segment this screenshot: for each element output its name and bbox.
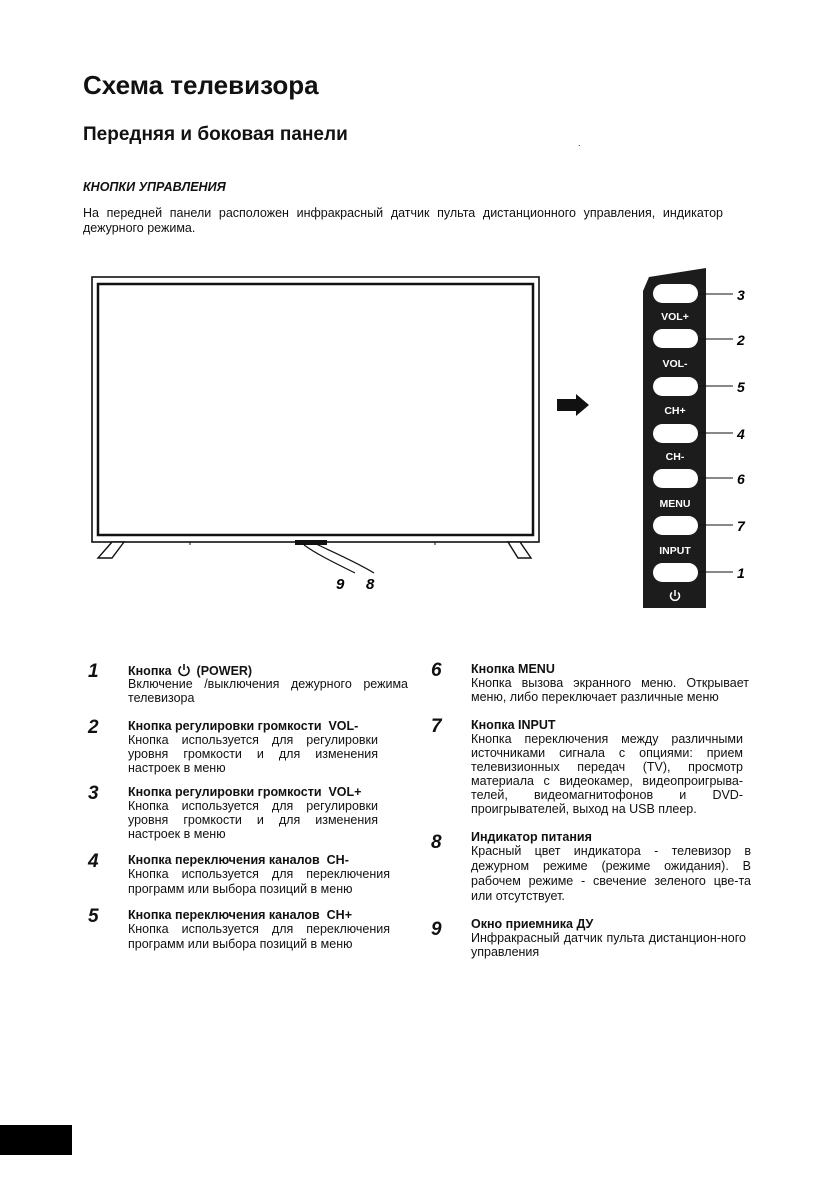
- tv-screen: [98, 284, 533, 535]
- button-vol-plus: [653, 284, 698, 303]
- item-body: Кнопка вызова экранного меню. Открывает меню, либо переключает различные меню: [471, 676, 749, 704]
- callout-2: 2: [737, 332, 745, 348]
- item-heading: Кнопка регулировки громкости VOL+: [128, 785, 362, 799]
- page-subtitle: Передняя и боковая панели: [83, 124, 348, 145]
- item-heading: Кнопка MENU: [471, 662, 555, 676]
- page-title: Схема телевизора: [83, 70, 319, 100]
- item-body: Включение /выключения дежурного режима телевизора: [128, 677, 408, 705]
- power-icon: [177, 663, 191, 677]
- item-body: Кнопка используется для регулировки уровня громкости и для изменения настроек в меню: [128, 799, 378, 841]
- item-number: 1: [88, 661, 99, 682]
- item-heading: Индикатор питания: [471, 830, 592, 844]
- label-vol-plus: VOL+: [661, 311, 689, 323]
- item-heading: Кнопка регулировки громкости VOL-: [128, 719, 359, 733]
- arrow-right-icon: [557, 394, 591, 416]
- item-body: Кнопка используется для переключения программ или выбора позиций в меню: [128, 867, 390, 896]
- item-number: 2: [88, 717, 99, 738]
- sensor-window: [295, 540, 327, 545]
- item-heading: Кнопка переключения каналов CH-: [128, 853, 349, 867]
- side-panel-diagram: [640, 265, 760, 612]
- item-heading: Кнопка переключения каналов CH+: [128, 908, 353, 922]
- label-ch-plus: CH+: [664, 405, 686, 417]
- item-number: 8: [431, 832, 442, 853]
- item-number: 3: [88, 783, 99, 804]
- intro-paragraph: На передней панели расположен инфракрасный датчик пульта дистанционного управления, индикатор дежурного режима.: [83, 206, 723, 235]
- stray-dot: .: [578, 138, 581, 148]
- item-body: Инфракрасный датчик пульта дистанцион-ного управления: [471, 931, 746, 959]
- button-input: [653, 516, 698, 535]
- callout-1: 1: [737, 565, 745, 581]
- button-power: [653, 563, 698, 582]
- item-heading: Окно приемника ДУ: [471, 917, 594, 931]
- item-number: 5: [88, 906, 99, 927]
- button-vol-minus: [653, 329, 698, 348]
- callout-line-8: [314, 543, 374, 573]
- button-menu: [653, 469, 698, 488]
- item-body: Кнопка переключения между различными источниками сигнала с опциями: прием телевизионных передач (TV), просмотр материала с видеокамер, видеопроигрыва-телей, видеомагнитофонов и DVD-проигрывателей, выход на USB плеер.: [471, 732, 743, 816]
- label-vol-minus: VOL-: [662, 358, 688, 370]
- section-heading: КНОПКИ УПРАВЛЕНИЯ: [83, 180, 226, 194]
- callout-5: 5: [737, 379, 745, 395]
- item-number: 7: [431, 716, 442, 737]
- label-menu: MENU: [659, 498, 691, 510]
- label-input: INPUT: [659, 545, 691, 557]
- callout-6: 6: [737, 471, 745, 487]
- button-ch-plus: [653, 377, 698, 396]
- button-ch-minus: [653, 424, 698, 443]
- tv-stand-right: [508, 542, 531, 558]
- label-ch-minus: CH-: [665, 451, 685, 463]
- callout-3: 3: [737, 287, 745, 303]
- item-heading: Кнопка INPUT: [471, 718, 556, 732]
- item-body: Красный цвет индикатора - телевизор в дежурном режиме (режиме ожидания). В рабочем режиме - свечение зеленого цве-та или отсутствует.: [471, 844, 751, 903]
- item-number: 6: [431, 660, 442, 681]
- tv-stand-left: [98, 542, 124, 558]
- page-corner-bar: [0, 1125, 72, 1155]
- item-number: 4: [88, 851, 99, 872]
- item-number: 9: [431, 919, 442, 940]
- item-body: Кнопка используется для регулировки уровня громкости и для изменения настроек в меню: [128, 733, 378, 775]
- callout-4: 4: [737, 426, 745, 442]
- callout-8: 8: [366, 576, 375, 593]
- callout-7: 7: [737, 518, 745, 534]
- tv-front-diagram: [90, 270, 540, 600]
- callout-9: 9: [336, 576, 345, 593]
- item-heading: Кнопка (POWER): [128, 664, 253, 678]
- item-body: Кнопка используется для переключения программ или выбора позиций в меню: [128, 922, 390, 951]
